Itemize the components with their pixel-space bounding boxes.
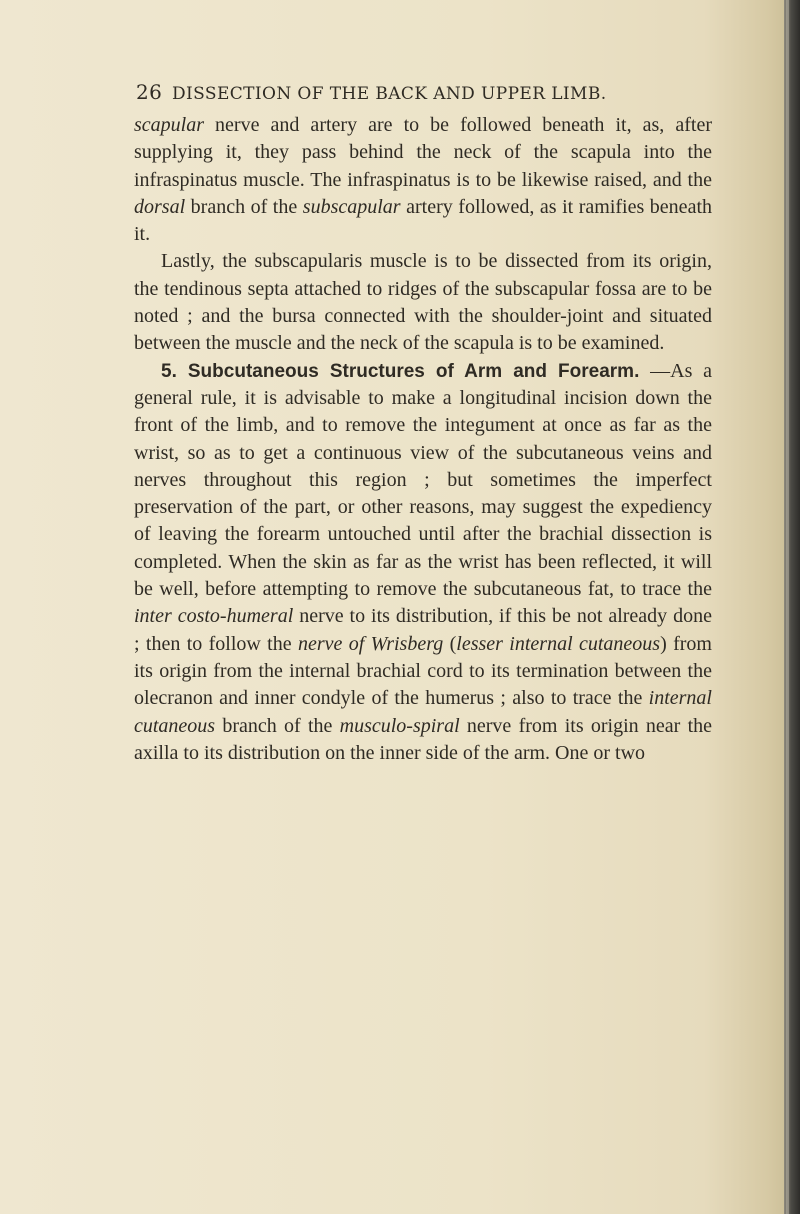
section-heading: 5. Subcutaneous Structures of Arm and Forearm. xyxy=(161,360,640,382)
running-head: DISSECTION OF THE BACK AND UPPER LIMB. xyxy=(172,84,607,104)
text-run: nerve from its origin near the axilla to its distribution on the inner side of the arm. One or two xyxy=(134,714,712,764)
text-run: Lastly, the subscapularis muscle is to be dissected from its origin, the tendinous septa attached to ridges of the subscapular fossa are to be noted ; and the bursa connected with the shoulder-joint and situated between the muscle and the neck of the scapula is to be examined. xyxy=(134,250,712,355)
italic-term: lesser internal cutaneous xyxy=(456,632,661,655)
text-run: branch of the xyxy=(185,195,303,218)
italic-term: scapular xyxy=(134,114,204,136)
italic-term: nerve of Wrisberg xyxy=(297,632,444,655)
italic-term: subscapular xyxy=(302,195,401,218)
text-run: nerve and artery are to be followed beneath it, as, after supplying it, they pass behind the neck of the scapula into the infraspinatus muscle. The infraspinatus is to be likewise raised, and the xyxy=(134,114,712,191)
italic-term: musculo-spiral xyxy=(339,714,460,737)
paragraph-2 xyxy=(134,248,712,357)
italic-term: internal cutaneous xyxy=(134,687,712,737)
text-run: —As a general rule, it is advisable to make a longitudinal incision down the front of the limb, and to remove the integument at once as far as the wrist, so as to get a continuous view of the subcutaneous veins and nerves throughout this region ; but sometimes the imperfect preservation of the part, or other reasons, may suggest the expediency of leaving the forearm untouched until after the brachial dissection is completed. When the skin as far as the wrist has been reflected, it will be well, before attempting to remove the subcutaneous fat, to trace the xyxy=(134,359,712,601)
text-run: ( xyxy=(443,632,457,655)
book-binding-edge xyxy=(784,0,800,1214)
text-run: artery followed, as it ramifies beneath it. xyxy=(134,195,712,246)
page-header xyxy=(136,80,696,108)
italic-term: dorsal xyxy=(134,195,186,218)
paragraph-3 xyxy=(134,358,712,767)
paragraph-1 xyxy=(134,112,712,248)
text-run: nerve to its distribution, if this be not already done ; then to follow the xyxy=(134,605,712,655)
body-text xyxy=(134,112,712,767)
text-run: branch of the xyxy=(215,714,340,737)
italic-term: inter costo-humeral xyxy=(134,605,294,628)
text-run: ) from its origin from the internal brachial cord to its termination between the olecranon and inner condyle of the humerus ; also to trace the xyxy=(134,632,712,710)
page-number: 26 xyxy=(136,80,163,104)
